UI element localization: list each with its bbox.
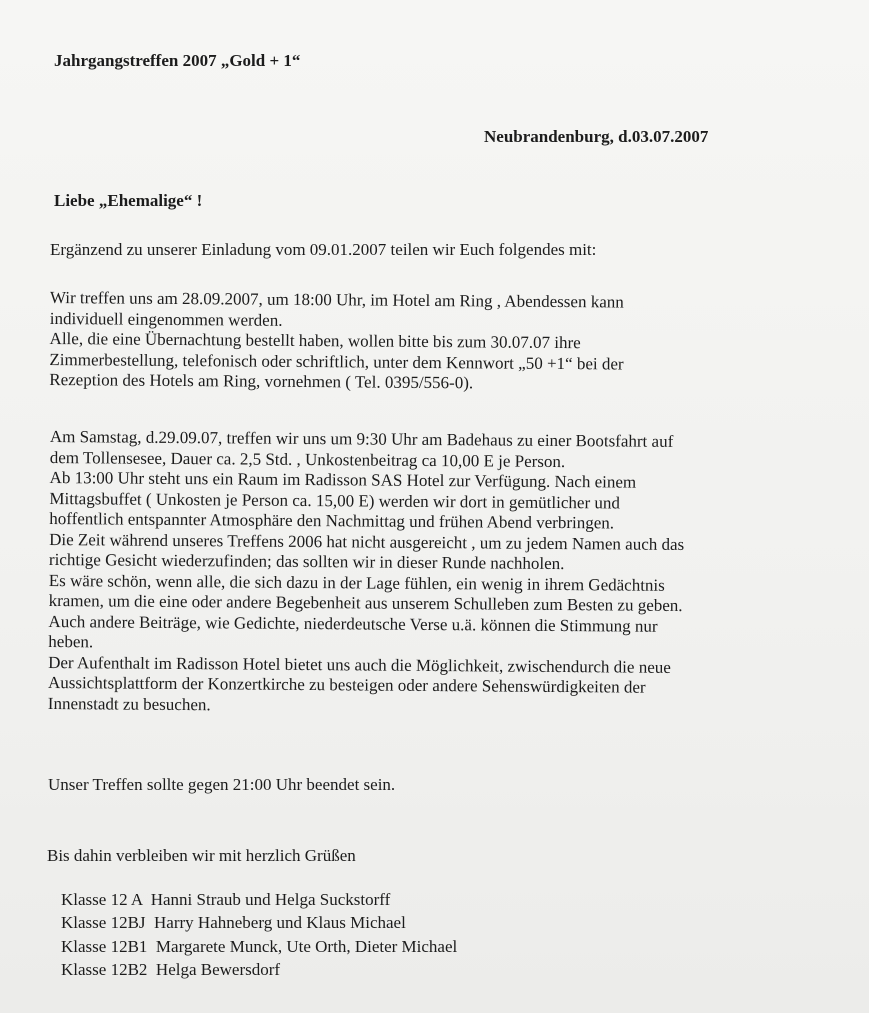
closing-line: Bis dahin verbleiben wir mit herzlich Grüßen bbox=[47, 846, 356, 865]
text-line: Es wäre schön, wenn alle, die sich dazu in der Lage fühlen, ein wenig in ihrem Gedächtnis bbox=[48, 570, 665, 595]
text-line: kramen, um die eine oder andere Begebenheit aus unserem Schulleben zum Besten zu geben. bbox=[48, 590, 683, 615]
place-and-date: Neubrandenburg, d.03.07.2007 bbox=[484, 127, 709, 146]
text-line: Zimmerbestellung, telefonisch oder schriftlich, unter dem Kennwort „50 +1“ bei der bbox=[49, 349, 624, 374]
text-line: Mittagsbuffet ( Unkosten je Person ca. 15,00 E) werden wir dort in gemütlicher und bbox=[49, 488, 620, 512]
text-line: Ergänzend zu unserer Einladung vom 09.01.2007 teilen wir Euch folgendes mit: bbox=[50, 240, 597, 259]
paragraph-end-time bbox=[48, 775, 395, 796]
text-line: Der Aufenthalt im Radisson Hotel bietet uns auch die Möglichkeit, zwischendurch die neue bbox=[48, 652, 671, 677]
paragraph-saturday bbox=[48, 427, 685, 719]
text-line: heben. bbox=[48, 631, 94, 652]
text-line: Am Samstag, d.29.09.07, treffen wir uns um 9:30 Uhr am Badehaus zu einer Bootsfahrt auf bbox=[49, 427, 674, 451]
text-line: Wir treffen uns am 28.09.2007, um 18:00 Uhr, im Hotel am Ring , Abendessen kann bbox=[49, 288, 624, 312]
text-line: Unser Treffen sollte gegen 21:00 Uhr beendet sein. bbox=[48, 775, 396, 794]
paragraph-intro bbox=[50, 240, 596, 261]
text-line: individuell eingenommen werden. bbox=[49, 308, 283, 330]
text-line: Aussichtsplattform der Konzertkirche zu besteigen oder andere Sehenswürdigkeiten der bbox=[47, 672, 646, 697]
text-line: richtige Gesicht wiederzufinden; das sollten wir in dieser Runde nachholen. bbox=[48, 549, 565, 574]
text-line: hoffentlich entspannter Atmosphäre den Nachmittag und frühen Abend verbringen. bbox=[49, 508, 615, 533]
signature-line: Klasse 12BJ Harry Hahneberg und Klaus Michael bbox=[61, 913, 406, 932]
signature-line: Klasse 12 A Hanni Straub und Helga Suckstorff bbox=[61, 890, 391, 909]
text-line: Rezeption des Hotels am Ring, vornehmen ( Tel. 0395/556-0). bbox=[49, 369, 474, 393]
signature-line: Klasse 12B2 Helga Bewersdorf bbox=[61, 960, 281, 979]
salutation: Liebe „Ehemalige“ ! bbox=[54, 191, 203, 210]
signature-line: Klasse 12B1 Margarete Munck, Ute Orth, Dieter Michael bbox=[61, 937, 458, 956]
text-line: Ab 13:00 Uhr steht uns ein Raum im Radisson SAS Hotel zur Verfügung. Nach einem bbox=[49, 467, 637, 492]
text-line: Innenstadt zu besuchen. bbox=[47, 693, 211, 714]
paragraph-meeting bbox=[49, 288, 624, 395]
text-line: Alle, die eine Übernachtung bestellt haben, wollen bitte bis zum 30.07.07 ihre bbox=[49, 328, 581, 353]
text-line: Die Zeit während unseres Treffens 2006 hat nicht ausgereicht , um zu jedem Namen auch das bbox=[49, 529, 685, 554]
text-line: dem Tollensesee, Dauer ca. 2,5 Std. , Unkostenbeitrag ca 10,00 E je Person. bbox=[49, 447, 566, 471]
document-title: Jahrgangstreffen 2007 „Gold + 1“ bbox=[54, 51, 301, 70]
text-line: Auch andere Beiträge, wie Gedichte, niederdeutsche Verse u.ä. können die Stimmung nur bbox=[48, 611, 658, 636]
